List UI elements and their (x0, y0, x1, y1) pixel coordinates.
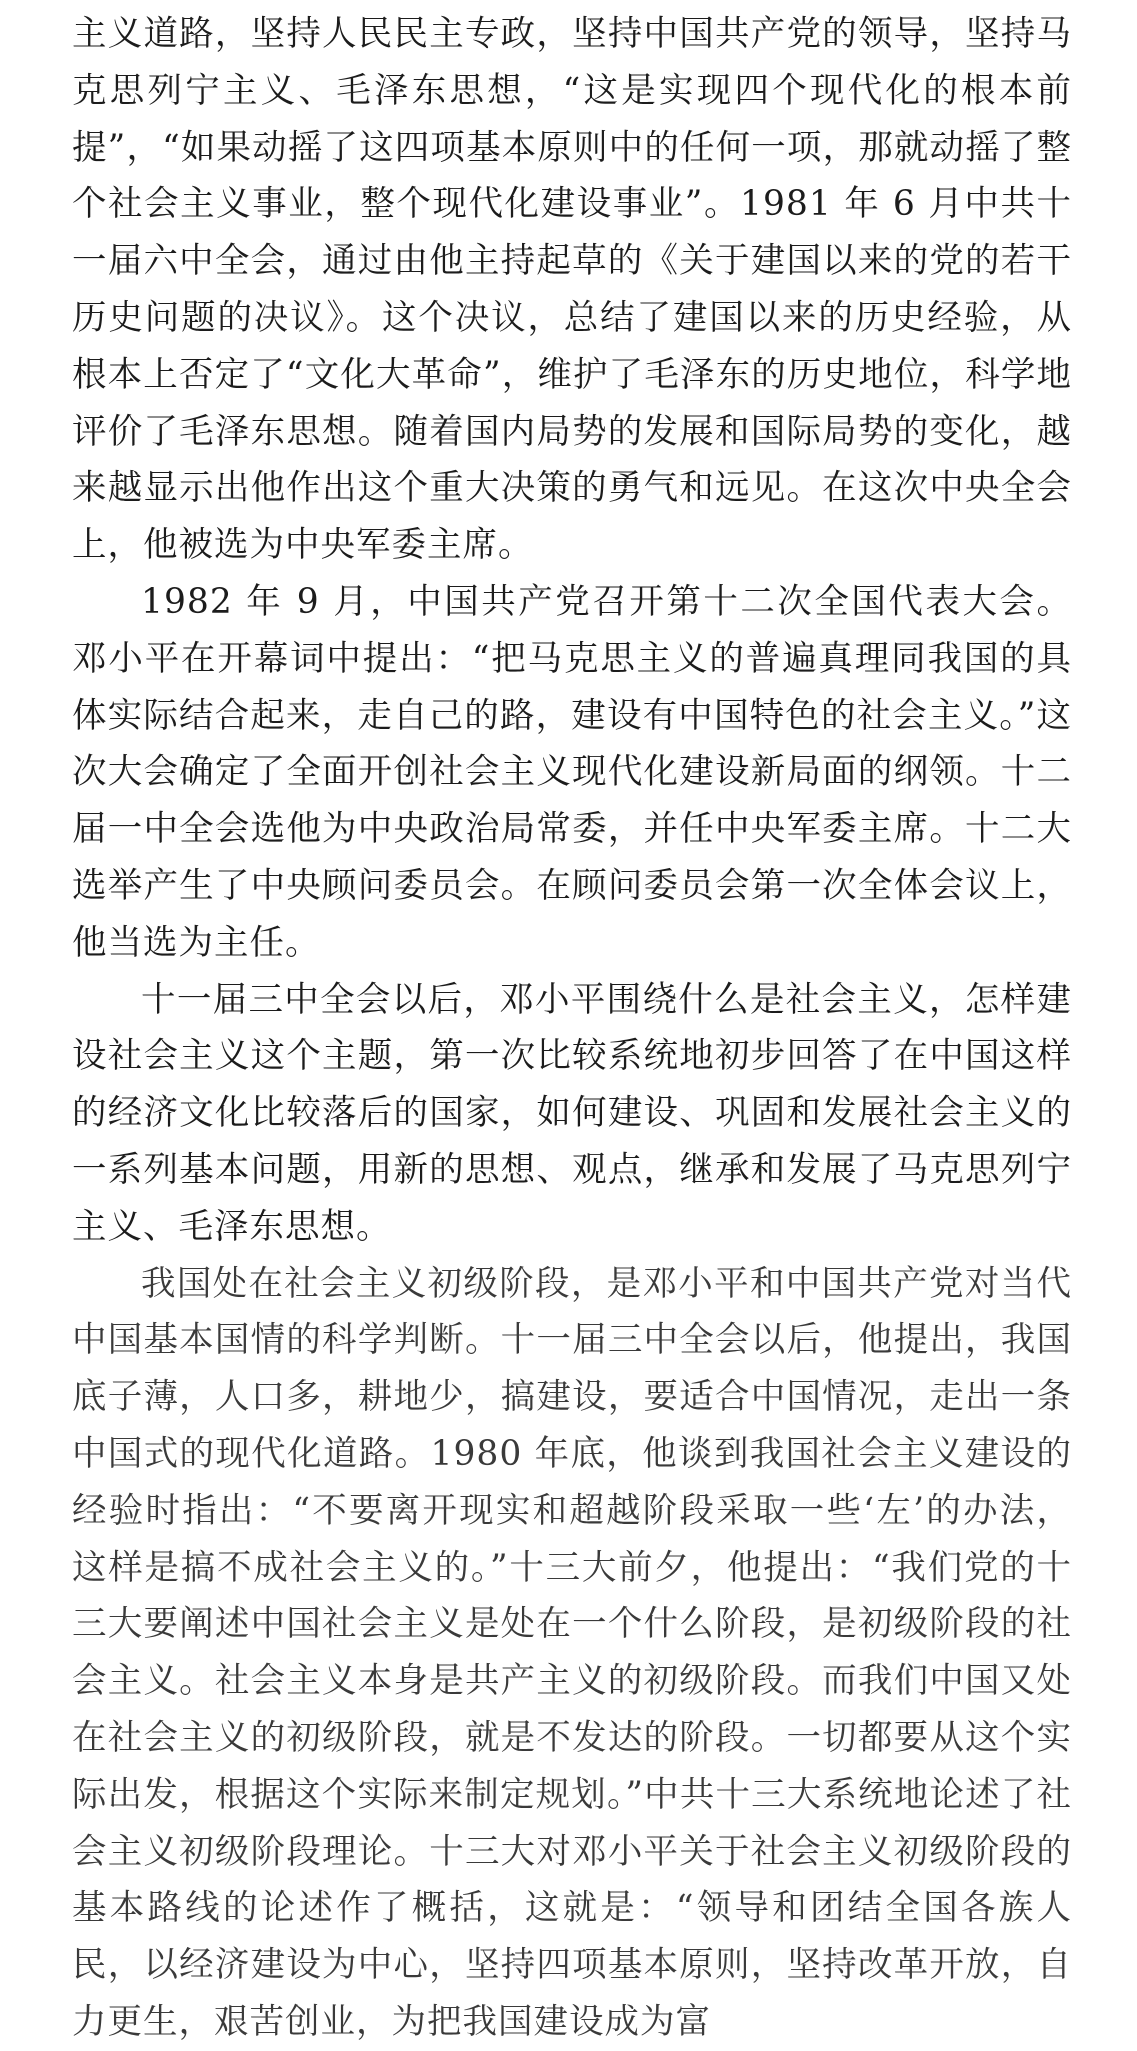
document-page (72, 6, 1072, 2051)
paragraph-1: 主义道路，坚持人民民主专政，坚持中国共产党的领导，坚持马克思列宁主义、毛泽东思想，“这是实现四个现代化的根本前提”，“如果动摇了这四项基本原则中的任何一项，那就动摇了整个社会主义事业，整个现代化建设事业”。1981 年 6 月中共十一届六中全会，通过由他主持起草的《关于建国以来的党的若干历史问题的决议》。这个决议，总结了建国以来的历史经验，从根本上否定了“文化大革命”，维护了毛泽东的历史地位，科学地评价了毛泽东思想。随着国内局势的发展和国际局势的变化，越来越显示出他作出这个重大决策的勇气和远见。在这次中央全会上，他被选为中央军委主席。 (72, 14, 1072, 566)
paragraph-2: 1982 年 9 月，中国共产党召开第十二次全国代表大会。邓小平在开幕词中提出：“把马克思主义的普遍真理同我国的具体实际结合起来，走自己的路，建设有中国特色的社会主义。”这次大会确定了全面开创社会主义现代化建设新局面的纲领。十二届一中全会选他为中央政治局常委，并任中央军委主席。十二大选举产生了中央顾问委员会。在顾问委员会第一次全体会议上，他当选为主任。 (72, 581, 1072, 963)
paragraph-4: 我国处在社会主义初级阶段，是邓小平和中国共产党对当代中国基本国情的科学判断。十一届三中全会以后，他提出，我国底子薄，人口多，耕地少，搞建设，要适合中国情况，走出一条中国式的现代化道路。1980 年底，他谈到我国社会主义建设的经验时指出：“不要离开现实和超越阶段采取一些‘左’的办法，这样是搞不成社会主义的。”十三大前夕，他提出：“我们党的十三大要阐述中国社会主义是处在一个什么阶段，是初级阶段的社会主义。社会主义本身是共产主义的初级阶段。而我们中国又处在社会主义的初级阶段，就是不发达的阶段。一切都要从这个实际出发，根据这个实际来制定规划。”中共十三大系统地论述了社会主义初级阶段理论。十三大对邓小平关于社会主义初级阶段的基本路线的论述作了概括，这就是：“领导和团结全国各族人民，以经济建设为中心，坚持四项基本原则，坚持改革开放，自力更生，艰苦创业，为把我国建设成为富 (72, 1263, 1072, 2042)
paragraph-3: 十一届三中全会以后，邓小平围绕什么是社会主义，怎样建设社会主义这个主题，第一次比较系统地初步回答了在中国这样的经济文化比较落后的国家，如何建设、巩固和发展社会主义的一系列基本问题，用新的思想、观点，继承和发展了马克思列宁主义、毛泽东思想。 (72, 979, 1072, 1247)
